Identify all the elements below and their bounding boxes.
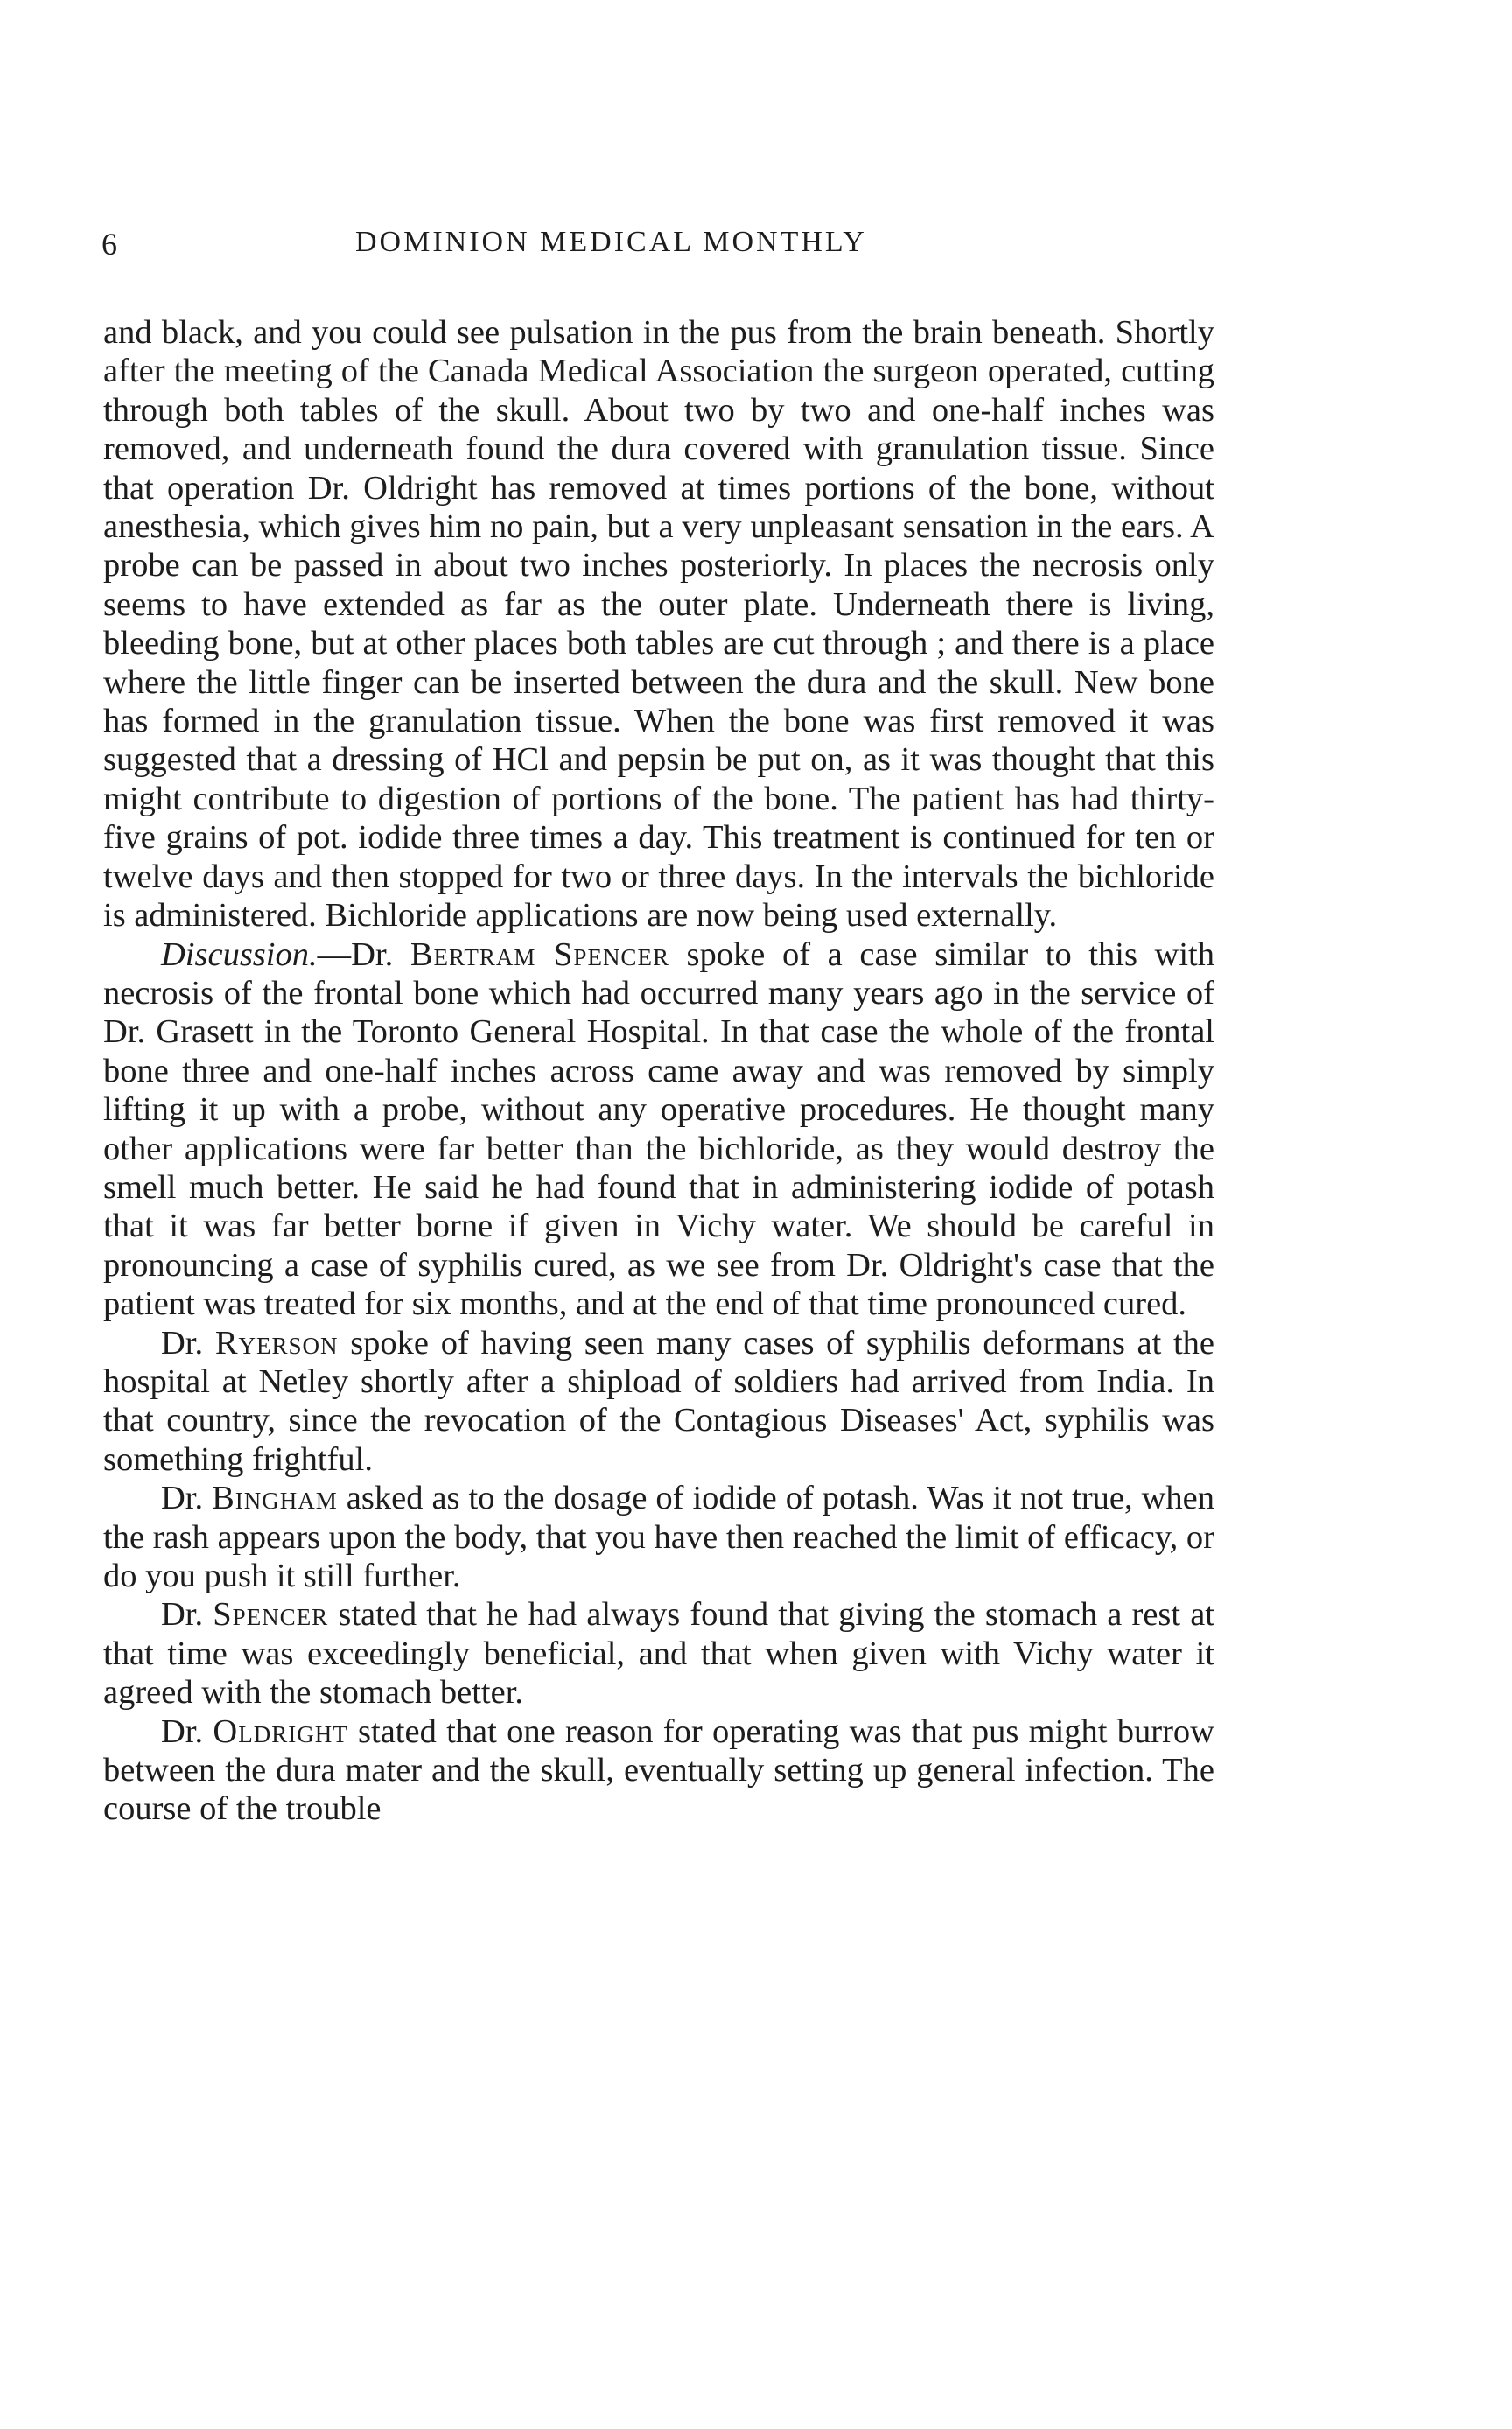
running-header (102, 226, 1213, 270)
speaker-prefix: Dr. (161, 1324, 215, 1362)
paragraph-case-report (103, 313, 1214, 935)
paragraph-ryerson (103, 1324, 1214, 1480)
speaker-name: Ryerson (214, 1324, 339, 1362)
paragraph-text: spoke of a case similar to this with necrosis of the frontal bone which had occurred many years ago in the service of Dr. Grasett in the Toronto General Hospital. In that case the whole of the frontal bone three and one-half inches across came away and was removed by simply lifting it up with a probe, without any operative procedures. He thought many other applications were far better than the bichloride, as they would destroy the smell much better. He said he had found that in administering iodide of potash that it was far better borne if given in Vichy water. We should be careful in pronouncing a case of syphilis cured, as we see from Dr. Oldright's case that the patient was treated for six months, and at the end of that time pronounced cured. (103, 935, 1214, 1323)
discussion-heading: Discussion. (161, 935, 318, 973)
journal-title: DOMINION MEDICAL MONTHLY (355, 226, 867, 258)
speaker-name: Oldright (213, 1712, 348, 1750)
paragraph-bingham (103, 1479, 1214, 1595)
page-number: 6 (102, 227, 119, 262)
article-body (103, 313, 1214, 1829)
speaker-prefix: —Dr. (317, 935, 410, 973)
paragraph-spencer-reply (103, 1595, 1214, 1712)
speaker-name: Bertram Spencer (410, 935, 669, 973)
speaker-prefix: Dr. (161, 1480, 213, 1517)
paragraph-text: asked as to the dosage of iodide of potash. Was it not true, when the rash appears upon the body, that you have then reached the limit of efficacy, or do you push it still further. (103, 1480, 1214, 1594)
speaker-prefix: Dr. (161, 1596, 214, 1634)
speaker-name: Spencer (213, 1596, 329, 1634)
paragraph-text: stated that one reason for operating was that pus might burrow between the dura mater and the skull, eventually setting up general infection. The course of the trouble (103, 1712, 1214, 1828)
paragraph-discussion-spencer (103, 935, 1214, 1324)
paragraph-text: spoke of having seen many cases of syphilis deformans at the hospital at Netley shortly after a shipload of soldiers had arrived from India. In that country, since the revocation of the Contagious Diseases' Act, syphilis was something frightful. (103, 1324, 1215, 1478)
speaker-prefix: Dr. (161, 1712, 214, 1750)
paragraph-oldright (103, 1712, 1214, 1829)
paragraph-text: and black, and you could see pulsation in the pus from the brain beneath. Shortly after the meeting of the Canada Medical Association the surgeon operated, cutting through both tables of the skull. About two by two and one-half inches was removed, and underneath found the dura covered with granulation tissue. Since that operation Dr. Oldright has removed at times portions of the bone, without anesthesia, which gives him no pain, but a very unpleasant sensation in the ears. A probe can be passed in about two inches posteriorly. In places the necrosis only seems to have extended as far as the outer plate. Underneath there is living, bleeding bone, but at other places both tables are cut through ; and there is a place where the little finger can be inserted between the dura and the skull. New bone has formed in the granulation tissue. When the bone was first removed it was suggested that a dressing of HCl and pepsin be put on, as it was thought that this might contribute to digestion of portions of the bone. The patient has had thirty-five grains of pot. iodide three times a day. This treatment is continued for ten or twelve days and then stopped for two or three days. In the intervals the bichloride is administered. Bichloride applications are now being used externally. (103, 314, 1214, 934)
paragraph-text: stated that he had always found that giving the stomach a rest at that time was exceedingly beneficial, and that when given with Vichy water it agreed with the stomach better. (103, 1596, 1214, 1712)
speaker-name: Bingham (212, 1480, 338, 1517)
